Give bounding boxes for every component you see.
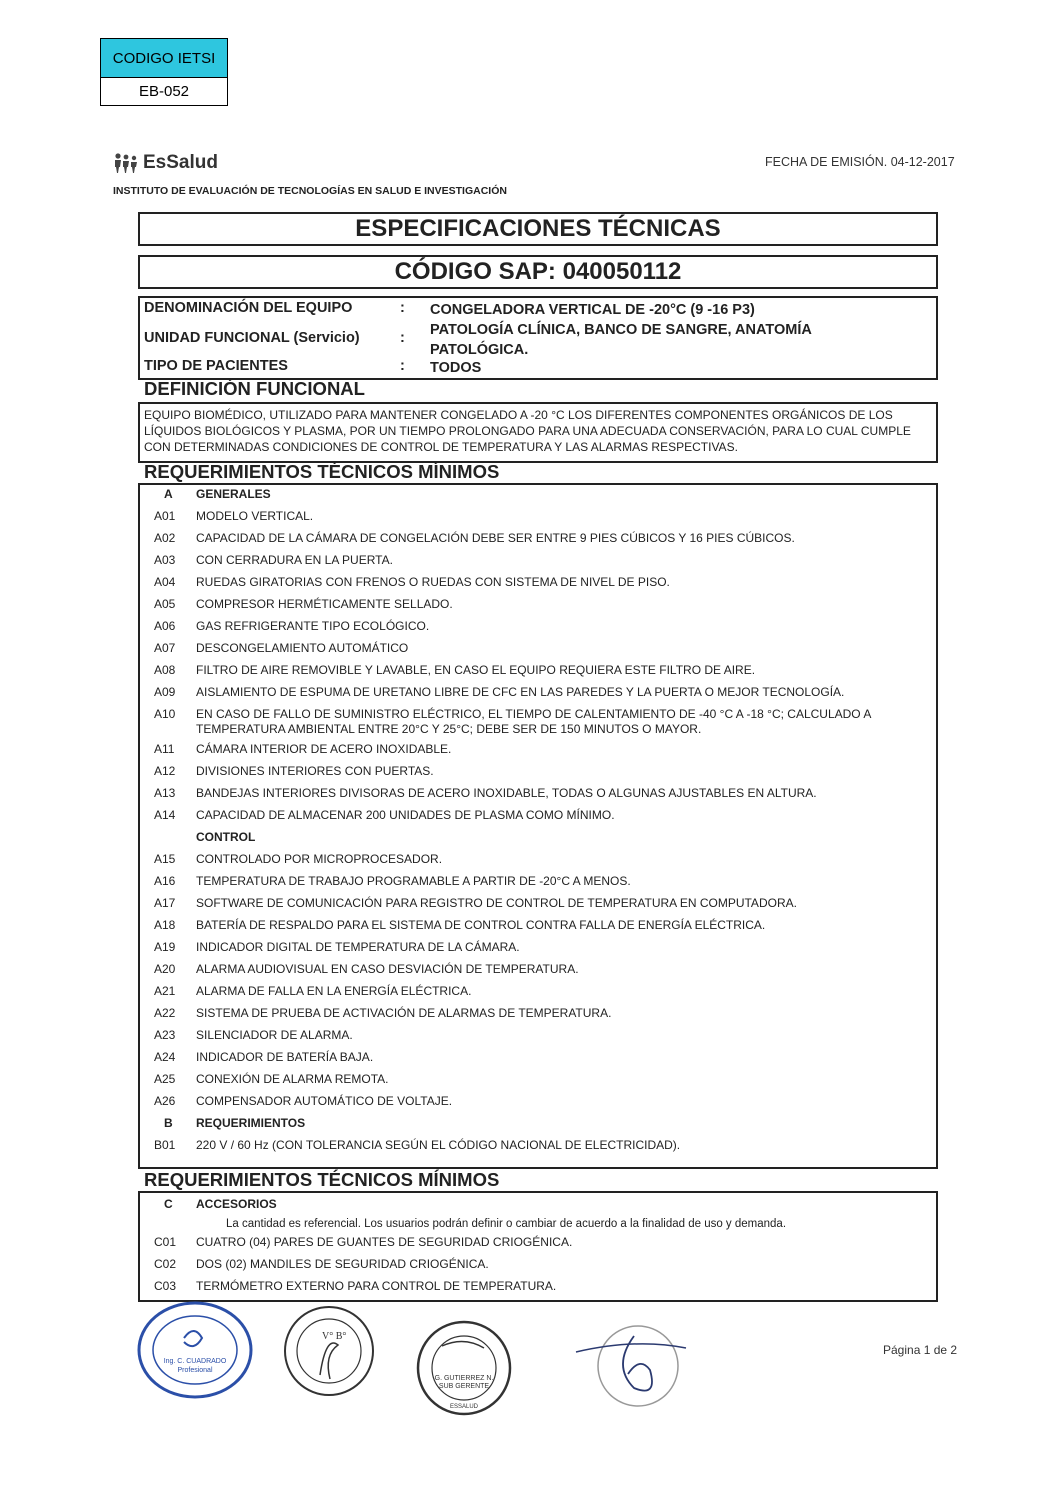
stamp-gutierrez xyxy=(408,1318,520,1416)
definition-box xyxy=(138,402,938,463)
stamp-text: G. GUTIERREZ N. xyxy=(434,1375,494,1382)
ietsi-code-label: CODIGO IETSI xyxy=(101,39,227,78)
stamp-text: Profesional xyxy=(177,1367,213,1374)
info-colon: : xyxy=(400,300,405,316)
row-code: A18 xyxy=(154,918,176,932)
sap-code: CÓDIGO SAP: 040050112 xyxy=(138,255,938,289)
requirements-heading: REQUERIMIENTOS TÉCNICOS MÍNIMOS xyxy=(144,461,500,482)
row-text: DESCONGELAMIENTO AUTOMÁTICO xyxy=(196,641,409,655)
stamp-text: ESSALUD xyxy=(449,1404,479,1410)
row-text: CON CERRADURA EN LA PUERTA. xyxy=(196,553,393,567)
row-code: A08 xyxy=(154,663,176,677)
row-text: COMPENSADOR AUTOMÁTICO DE VOLTAJE. xyxy=(196,1094,453,1108)
row-code: A17 xyxy=(154,896,176,910)
row-code: A15 xyxy=(154,852,176,866)
row-text: ALARMA AUDIOVISUAL EN CASO DESVIACIÓN DE TEMPERATURA. xyxy=(196,962,579,976)
people-logo-icon xyxy=(113,152,141,174)
row-text: COMPRESOR HERMÉTICAMENTE SELLADO. xyxy=(196,597,453,611)
row-code: A03 xyxy=(154,553,176,567)
row-code: A11 xyxy=(154,742,175,756)
row-text: SISTEMA DE PRUEBA DE ACTIVACIÓN DE ALARMAS DE TEMPERATURA. xyxy=(196,1006,612,1020)
row-text: CAPACIDAD DE LA CÁMARA DE CONGELACIÓN DEBE SER ENTRE 9 PIES CÚBICOS Y 16 PIES CÚBICOS. xyxy=(196,531,795,545)
row-code: A21 xyxy=(154,984,176,998)
row-text: ACCESORIOS xyxy=(196,1197,277,1211)
requirements-heading-2: REQUERIMIENTOS TÉCNICOS MÍNIMOS xyxy=(144,1169,500,1190)
row-code: C xyxy=(164,1197,173,1211)
row-text: INDICADOR DE BATERÍA BAJA. xyxy=(196,1050,374,1064)
row-code: A19 xyxy=(154,940,176,954)
logo-text: EsSalud xyxy=(143,152,218,173)
stamp-signature xyxy=(572,1322,690,1410)
row-code: A20 xyxy=(154,962,176,976)
stamp-text: Ing. C. CUADRADO xyxy=(163,1358,227,1365)
stamp-cuadrado xyxy=(136,1300,254,1400)
accessories-table xyxy=(138,1191,938,1302)
row-code: A xyxy=(164,487,173,501)
row-text: EN CASO DE FALLO DE SUMINISTRO ELÉCTRICO, EL TIEMPO DE CALENTAMIENTO DE -40 °C A -18 °C; CALCULADO A TEMPERATURA AMBIENTAL ENTRE 20°C Y 25°C; DEBE SER DE 150 MINUTOS O MAYOR. xyxy=(196,707,871,736)
row-code: B xyxy=(164,1116,173,1130)
row-code: A24 xyxy=(154,1050,176,1064)
row-text: CONTROLADO POR MICROPROCESADOR. xyxy=(196,852,443,866)
row-code: A26 xyxy=(154,1094,176,1108)
row-text: CONEXIÓN DE ALARMA REMOTA. xyxy=(196,1072,389,1086)
info-label: DENOMINACIÓN DEL EQUIPO xyxy=(144,300,353,316)
row-text: CUATRO (04) PARES DE GUANTES DE SEGURIDAD CRIOGÉNICA. xyxy=(196,1235,573,1249)
row-text: BATERÍA DE RESPALDO PARA EL SISTEMA DE CONTROL CONTRA FALLA DE ENERGÍA ELÉCTRICA. xyxy=(196,918,766,932)
row-code: C02 xyxy=(154,1257,177,1271)
page-number: Página 1 de 2 xyxy=(883,1343,958,1357)
row-text: AISLAMIENTO DE ESPUMA DE URETANO LIBRE DE CFC EN LAS PAREDES Y LA PUERTA O MEJOR TECNOLOGÍA. xyxy=(196,685,845,699)
document-title: ESPECIFICACIONES TÉCNICAS xyxy=(138,212,938,246)
row-code: A25 xyxy=(154,1072,176,1086)
row-code: A01 xyxy=(154,509,176,523)
ietsi-code-value: EB-052 xyxy=(138,83,190,100)
institute-name: INSTITUTO DE EVALUACIÓN DE TECNOLOGÍAS EN SALUD E INVESTIGACIÓN xyxy=(113,185,507,197)
row-code: C03 xyxy=(154,1279,177,1293)
row-text: TERMÓMETRO EXTERNO PARA CONTROL DE TEMPERATURA. xyxy=(196,1279,557,1293)
info-value: CONGELADORA VERTICAL DE -20°C (9 -16 P3) xyxy=(430,302,755,318)
info-colon: : xyxy=(400,358,405,374)
row-code: A16 xyxy=(154,874,176,888)
row-code: A02 xyxy=(154,531,176,545)
row-text: SOFTWARE DE COMUNICACIÓN PARA REGISTRO DE CONTROL DE TEMPERATURA EN COMPUTADORA. xyxy=(196,896,797,910)
row-code: A23 xyxy=(154,1028,176,1042)
row-code: A07 xyxy=(154,641,176,655)
essalud-logo xyxy=(113,152,218,174)
row-text: REQUERIMIENTOS xyxy=(196,1116,306,1130)
row-code: A09 xyxy=(154,685,176,699)
row-text: DOS (02) MANDILES DE SEGURIDAD CRIOGÉNICA. xyxy=(196,1257,489,1271)
stamp-vobo-1 xyxy=(280,1305,378,1397)
row-code: A14 xyxy=(154,808,176,822)
ietsi-code-box xyxy=(100,38,228,106)
row-text: DIVISIONES INTERIORES CON PUERTAS. xyxy=(196,764,434,778)
row-text: CONTROL xyxy=(196,830,256,844)
row-text: FILTRO DE AIRE REMOVIBLE Y LAVABLE, EN CASO EL EQUIPO REQUIERA ESTE FILTRO DE AIRE. xyxy=(196,663,756,677)
row-code: A22 xyxy=(154,1006,176,1020)
row-text: 220 V / 60 Hz (CON TOLERANCIA SEGÚN EL CÓDIGO NACIONAL DE ELECTRICIDAD). xyxy=(196,1138,681,1152)
row-text: ALARMA DE FALLA EN LA ENERGÍA ELÉCTRICA. xyxy=(196,984,472,998)
row-text: MODELO VERTICAL. xyxy=(196,509,314,523)
row-code: A06 xyxy=(154,619,176,633)
definition-heading: DEFINICIÓN FUNCIONAL xyxy=(144,378,365,399)
row-code: A12 xyxy=(154,764,176,778)
info-value: PATOLOGÍA CLÍNICA, BANCO DE SANGRE, ANATOMÍA PATOLÓGICA. xyxy=(430,322,812,358)
definition-text: EQUIPO BIOMÉDICO, UTILIZADO PARA MANTENER CONGELADO A -20 °C LOS DIFERENTES COMPONENTES ORGÁNICOS DE LOS LÍQUIDOS BIOLÓGICOS Y PLASMA, POR UN TIEMPO PROLONGADO PARA UNA ADECUADA CONSERVACIÓN, PARA LO CUAL CUMPLE CON DETERMINADAS CONDICIONES DE CONTROL DE TEMPERATURA Y LAS ALARMAS RESPECTIVAS. xyxy=(144,408,911,454)
info-colon: : xyxy=(400,330,405,346)
row-code: A04 xyxy=(154,575,176,589)
row-text: CÁMARA INTERIOR DE ACERO INOXIDABLE. xyxy=(196,742,452,756)
requirements-table xyxy=(138,483,938,1169)
row-code: A13 xyxy=(154,786,176,800)
row-text: GAS REFRIGERANTE TIPO ECOLÓGICO. xyxy=(196,619,430,633)
row-text: INDICADOR DIGITAL DE TEMPERATURA DE LA CÁMARA. xyxy=(196,940,520,954)
equipment-info xyxy=(138,296,938,380)
row-text: TEMPERATURA DE TRABAJO PROGRAMABLE A PARTIR DE -20°C A MENOS. xyxy=(196,874,631,888)
row-text: GENERALES xyxy=(196,487,271,501)
info-label: TIPO DE PACIENTES xyxy=(144,358,288,374)
row-code: C01 xyxy=(154,1235,177,1249)
stamp-text: SUB GERENTE xyxy=(438,1383,490,1390)
row-text: RUEDAS GIRATORIAS CON FRENOS O RUEDAS CON SISTEMA DE NIVEL DE PISO. xyxy=(196,575,670,589)
row-code: A10 xyxy=(154,707,176,721)
row-text: SILENCIADOR DE ALARMA. xyxy=(196,1028,353,1042)
accessories-note: La cantidad es referencial. Los usuarios podrán definir o cambiar de acuerdo a la finalidad de uso y demanda. xyxy=(226,1218,787,1230)
row-code: A05 xyxy=(154,597,176,611)
issue-date: FECHA DE EMISIÓN. 04-12-2017 xyxy=(765,155,955,169)
info-value: TODOS xyxy=(430,360,482,376)
row-text: CAPACIDAD DE ALMACENAR 200 UNIDADES DE PLASMA COMO MÍNIMO. xyxy=(196,808,615,822)
row-text: BANDEJAS INTERIORES DIVISORAS DE ACERO INOXIDABLE, TODAS O ALGUNAS AJUSTABLES EN ALTURA. xyxy=(196,786,817,800)
info-label: UNIDAD FUNCIONAL (Servicio) xyxy=(144,330,360,346)
row-code: B01 xyxy=(154,1138,176,1152)
stamp-text: V° B° xyxy=(322,1331,347,1342)
